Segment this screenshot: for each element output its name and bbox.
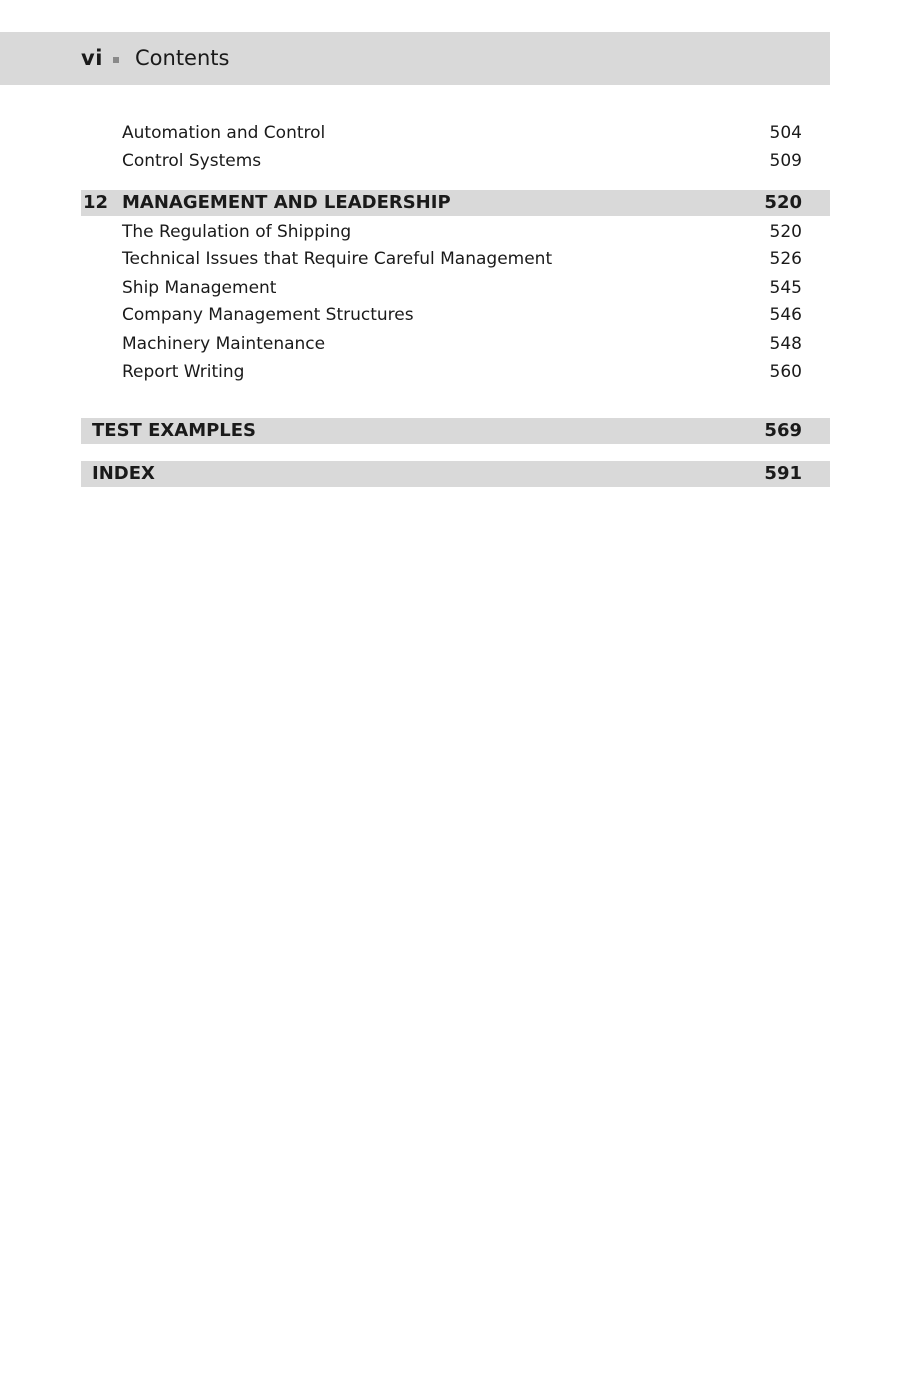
header-page-number: vi: [81, 46, 103, 70]
test-examples-title: TEST EXAMPLES: [92, 420, 257, 441]
toc-entry: [122, 275, 802, 301]
toc-entry: [122, 219, 802, 245]
toc-entry: [122, 359, 802, 385]
test-examples-page: 569: [764, 420, 802, 441]
toc-entry-title: The Regulation of Shipping: [122, 222, 352, 242]
toc-entry-page: 509: [769, 151, 802, 171]
toc-entry: [122, 148, 802, 174]
index-page: 591: [764, 463, 802, 484]
toc-entry-title: Ship Management: [122, 278, 277, 298]
toc-entry-title: Report Writing: [122, 362, 245, 382]
toc-entry-title: Company Management Structures: [122, 305, 414, 325]
toc-entry-page: 560: [769, 362, 802, 382]
toc-entry-title: Technical Issues that Require Careful Management: [122, 249, 553, 269]
header-section-title: Contents: [135, 46, 230, 70]
chapter-page: 520: [764, 192, 802, 213]
running-header: [0, 32, 830, 85]
toc-entry-page: 520: [769, 222, 802, 242]
toc-entry-page: 546: [769, 305, 802, 325]
toc-entry: [122, 246, 802, 272]
toc-entry-page: 526: [769, 249, 802, 269]
toc-entry: [122, 120, 802, 146]
test-examples-band: [81, 418, 830, 444]
toc-entry-title: Control Systems: [122, 151, 262, 171]
toc-entry-page: 548: [769, 334, 802, 354]
index-band: [81, 461, 830, 487]
toc-entry-title: Machinery Maintenance: [122, 334, 326, 354]
toc-entry-page: 545: [769, 278, 802, 298]
toc-entry-title: Automation and Control: [122, 123, 326, 143]
chapter-title: MANAGEMENT AND LEADERSHIP: [122, 192, 451, 213]
toc-entry: [122, 331, 802, 357]
index-title: INDEX: [92, 463, 155, 484]
chapter-number: 12: [83, 192, 109, 213]
chapter-heading-band: [81, 190, 830, 216]
toc-entry-page: 504: [769, 123, 802, 143]
toc-entry: [122, 302, 802, 328]
header-separator-bullet: [113, 57, 119, 63]
